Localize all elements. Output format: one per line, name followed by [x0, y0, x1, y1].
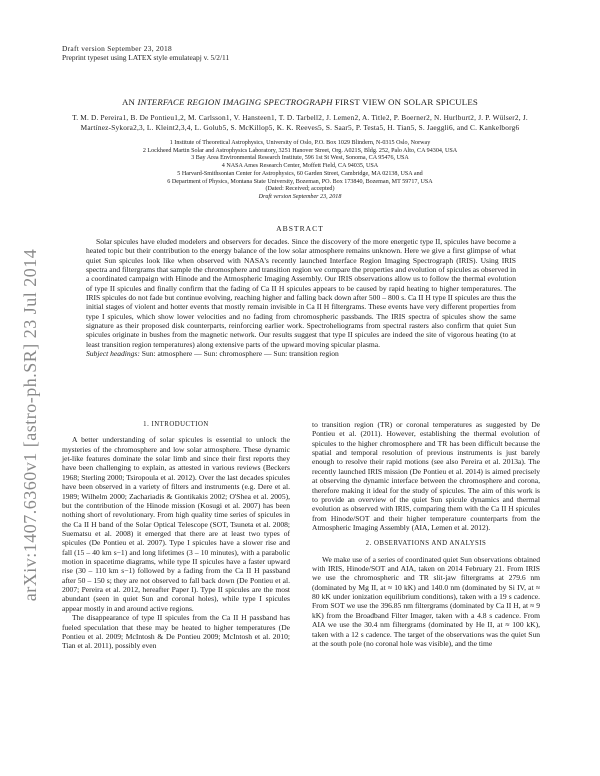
draft-date: Draft version September 23, 2018 [258, 193, 342, 200]
observations-paragraph: We make use of a series of coordinated quiet Sun observations obtained with IRIS, Hinode/SOT and AIA, taken on 2014 February 21. From IRIS we use the chromospheric and TR slit-jaw filtergrams at 279.6 nm (dominated by Mg II, at ≈ 10 kK) and 140.0 nm (dominated by Si IV, at ≈ 80 kK under ionization equilibrium conditions), taken with a 19 s cadence. From SOT we use the 396.85 nm filtergrams (dominated by Ca II H, at ≈ 9 kK) from the Broadband Filter Imager, taken with a 4.8 s cadence. From AIA we use the 30.4 nm filtergrams (dominated by He II, at ≈ 100 kK), taken with a 12 s cadence. The target of the observations was the quiet Sun at the south pole (no coronal hole was visible), and the time [312, 554, 540, 648]
title-prefix: AN [121, 97, 138, 107]
abstract-text: Solar spicules have eluded modelers and observers for decades. Since the discovery of the more energetic type II, spicules have become a heated topic but their contribution to the energy balance of the low solar atmosphere remains unknown. Here we give a first glimpse of what quiet Sun spicules look like when observed with NASA's recently launched Interface Region Imaging Spectrograph (IRIS). Using IRIS spectra and filtergrams that sample the chromosphere and transition region we compare the properties and evolution of spicules as observed in a coordinated campaign with Hinode and the Atmospheric Imaging Assembly. Our IRIS observations allow us to follow the thermal evolution of type II spicules and finally confirm that the fading of Ca II H spicules appears to be caused by rapid heating to higher temperatures. The IRIS spicules do not fade but continue evolving, reaching higher and falling back down after 500 – 800 s. Ca II H type II spicules are thus the initial stages of violent and hotter events that mostly remain invisible in Ca II H filtergrams. These events have very different properties from type I spicules, which show lower velocities and no fading from chromospheric passbands. The IRIS spectra of spicules show the same signature as their proposed disk counterparts, reinforcing earlier work. Spectroheliograms from spectral rasters also confirm that quiet Sun spicules originate in bushes from the magnetic network. Our results suggest that type II spicules are indeed the site of vigorous heating (to at least transition region temperatures) along extensive parts of the upward moving spicular plasma. [86, 237, 516, 349]
affiliation-4: 4 NASA Ames Research Center, Moffett Field, CA 94035, USA [221, 163, 379, 170]
affiliation-3: 3 Bay Area Environmental Research Institute, 596 1st St West, Sonoma, CA 95476, USA [191, 155, 409, 162]
right-column [312, 420, 540, 648]
intro-paragraph-1: A better understanding of solar spicules is essential to unlock the mysteries of the chromosphere and low solar atmosphere. These dynamic jet-like features dominate the solar limb and since their first reports they have been challenging to explain, as attested in various reviews (Beckers 1968; Sterling 2000; Tsiropoula et al. 2012). Over the last decades spicules have been observed in a variety of filters and instruments (e.g. Dere et al. 1989; Wilhelm 2000; Zachariadis & Gontikakis 2002; O'Shea et al. 2005), but the contribution of the Hinode mission (Kosugi et al. 2007) has been nothing short of revolutionary. From high quality time series of spicules in the Ca II H band of the Solar Optical Telescope (SOT, Tsuneta et al. 2008; Suematsu et al. 2008) it emerged that there are at least two types of spicules (De Pontieu et al. 2007). Type I spicules have a slower rise and fall (15 – 40 km s−1) and long lifetimes (3 – 10 minutes), with a parabolic motion in spacetime diagrams, while type II spicules have a faster upward rise (30 – 110 km s−1) followed by a fading from the Ca II H passband after 50 – 150 s; they are not observed to fall back down (De Pontieu et al. 2007; Pereira et al. 2012, hereafter Paper I). Type II spicules are the most abundant (seen in quiet Sun and coronal holes), while type I spicules appear mostly in and around active regions. [62, 435, 290, 613]
intro-paragraph-2: The disappearance of type II spicules from the Ca II H passband has fueled speculation that these may be heated to higher temperatures (De Pontieu et al. 2009; McIntosh & De Pontieu 2009; McIntosh et al. 2010; Tian et al. 2011), possibly even [62, 613, 290, 651]
intro-heading: 1. INTRODUCTION [143, 421, 209, 428]
title-suffix: FIRST VIEW ON SOLAR SPICULES [332, 97, 478, 107]
draft-line: Draft version September 23, 2018 [62, 44, 172, 53]
affiliations [62, 140, 538, 202]
abstract-body [86, 237, 516, 358]
dates: (Dated: Received; accepted) [265, 186, 335, 193]
left-column [62, 420, 290, 651]
abstract-heading: ABSTRACT [276, 224, 324, 233]
preprint-line: Preprint typeset using LATEX style emulateapj v. 5/2/11 [62, 53, 230, 62]
affiliation-1: 1 Institute of Theoretical Astrophysics, University of Oslo, P.O. Box 1029 Blindern, N-0315 Oslo, Norway [169, 140, 431, 146]
author-list: T. M. D. Pereira1, B. De Pontieu1,2, M. Carlsson1, V. Hansteen1, T. D. Tarbell2, J. Lemen2, A. Title2, P. Boerner2, N. Hurlburt2, J. P. Wülser2, J. Martínez-Sykora2,3, L. Kleint2,3,4, L. Golub5, S. McKillop5, K. K. Reeves5, S. Saar5, P. Testa5, H. Tian5, S. Jaeggli6, and C. Kankelborg6 [72, 113, 528, 132]
paper-title [62, 97, 538, 107]
affiliation-6: 6 Department of Physics, Montana State University, Bozeman, PO. Box 173840, Bozeman, MT 59717, USA [167, 178, 433, 185]
right-paragraph-1: to transition region (TR) or coronal temperatures as suggested by De Pontieu et al. (2011). However, establishing the thermal evolution of spicules to the higher chromosphere and TR has been difficult because the spatial and temporal resolution of previous instruments is just barely enough to resolve their rapid motions (see also Pereira et al. 2013a). The recently launched IRIS mission (De Pontieu et al. 2014) is aimed precisely at observing the dynamic interface between the chromosphere and corona, therefore making it ideal for the study of spicules. The aim of this work is to provide an overview of the quiet Sun spicule dynamics and thermal evolution as observed with IRIS, comparing them with the Ca II H spicules from Hinode/SOT and their higher temperature counterparts from the Atmospheric Imaging Assembly (AIA, Lemen et al. 2012). [312, 420, 540, 532]
page-header [62, 44, 229, 62]
subject-label: Subject headings: [86, 349, 140, 359]
subject-headings [86, 349, 516, 358]
subject-text: Sun: atmosphere — Sun: chromosphere — Sun: transition region [139, 349, 339, 359]
title-italic: INTERFACE REGION IMAGING SPECTROGRAPH [137, 97, 333, 107]
affiliation-5: 5 Harvard-Smithsonian Center for Astrophysics, 60 Garden Street, Cambridge, MA 02138, USA and [177, 170, 423, 177]
observations-heading: 2. OBSERVATIONS AND ANALYSIS [365, 540, 487, 548]
affiliation-2: 2 Lockheed Martin Solar and Astrophysics Laboratory, 3251 Hanover Street, Org. A021S, Bldg. 252, Palo Alto, CA 94304, USA [142, 147, 458, 154]
arxiv-sidebar: arXiv:1407.6360v1 [astro-ph.SR] 23 Jul 2014 [20, 248, 40, 602]
